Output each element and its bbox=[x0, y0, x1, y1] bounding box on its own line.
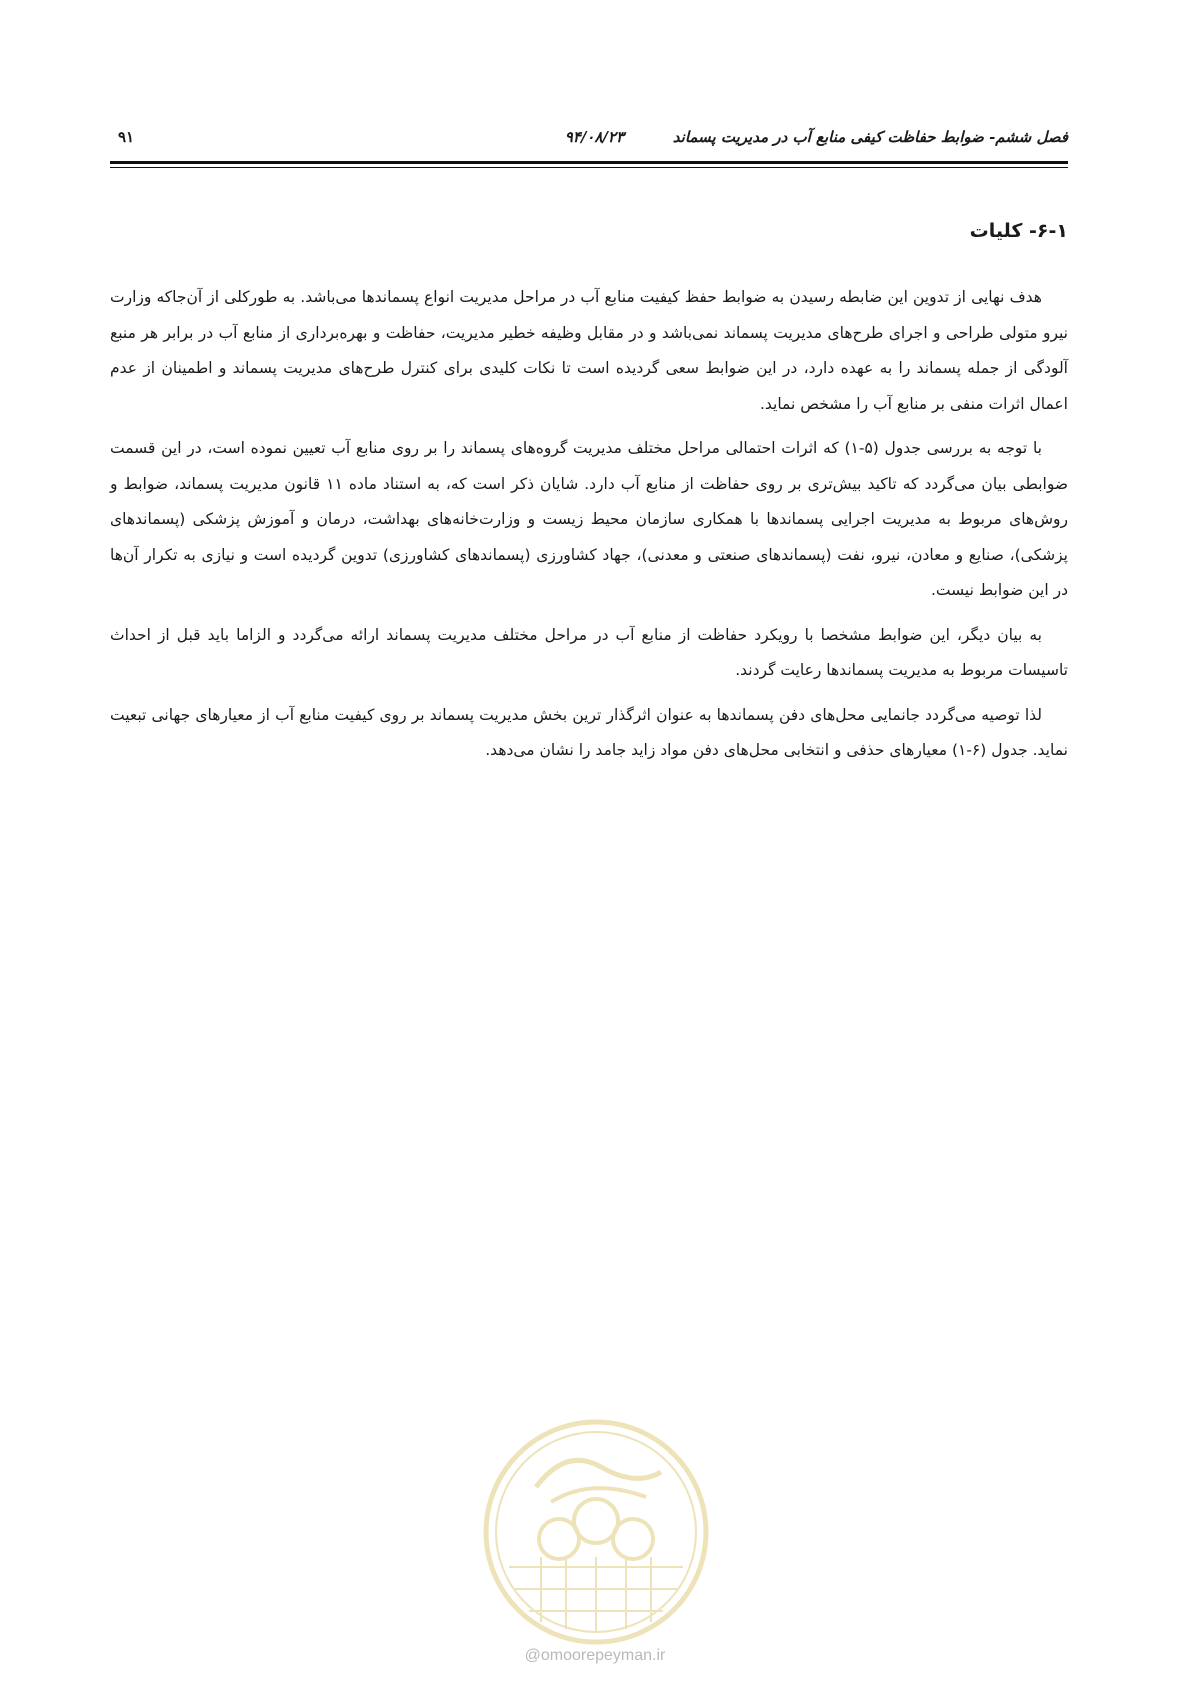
paragraph: لذا توصیه می‌گردد جانمایی محل‌های دفن پسماندها به عنوان اثرگذار ترین بخش مدیریت پسماند بر روی کیفیت منابع آب از معیارهای جهانی تبعیت نماید. جدول (۶-۱) معیارهای حذفی و انتخابی محل‌های دفن مواد زاید جامد را نشان می‌دهد. bbox=[110, 705, 1068, 759]
page-number: ۹۱ bbox=[118, 128, 135, 146]
watermark-logo bbox=[481, 1417, 711, 1647]
body-text bbox=[110, 280, 1068, 778]
header-rule-thick bbox=[110, 161, 1068, 164]
header-rule-thin bbox=[110, 167, 1068, 168]
page-header bbox=[110, 128, 1068, 158]
watermark-url: @omoorepeyman.ir bbox=[524, 1647, 666, 1664]
section-heading: ۶-۱- کلیات bbox=[969, 220, 1068, 242]
paragraph: با توجه به بررسی جدول (۵-۱) که اثرات احتمالی مراحل مختلف مدیریت گروه‌های پسماند را بر روی منابع آب تعیین نموده است، در این قسمت ضوابطی بیان می‌گردد که تاکید بیش‌تری بر روی حفاظت از منابع آب دارد. شایان ذکر است که، به استناد ماده ۱۱ قانون مدیریت پسماند، ضوابط و روش‌های مربوط به مدیریت اجرایی پسماندها با همکاری سازمان محیط زیست و وزارت‌خانه‌های بهداشت، درمان و آموزش پزشکی (پسماندهای پزشکی)، صنایع و معادن، نیرو، نفت (پسماندهای صنعتی و معدنی)، جهاد کشاورزی (پسماندهای کشاورزی) تدوین گردیده است و نیازی به تکرار آن‌ها در این ضوابط نیست. bbox=[110, 439, 1068, 599]
paragraph: به بیان دیگر، این ضوابط مشخصا با رویکرد حفاظت از منابع آب در مراحل مختلف مدیریت پسماند ارائه می‌گردد و الزاما باید قبل از احداث تاسیسات مربوط به مدیریت پسماندها رعایت گردند. bbox=[110, 625, 1068, 679]
chapter-title: فصل ششم- ضوابط حفاظت کیفی منابع آب در مدیریت پسماند bbox=[672, 128, 1068, 146]
header-date: ۹۴/۰۸/۲۳ bbox=[564, 128, 624, 146]
paragraph: هدف نهایی از تدوین این ضابطه رسیدن به ضوابط حفظ کیفیت منابع آب در مراحل مدیریت انواع پسماندها می‌باشد. به طورکلی از آن‌جاکه وزارت نیرو متولی طراحی و اجرای طرح‌های مدیریت پسماند نمی‌باشد و در مقابل وظیفه خطیر مدیریت، حفاظت و بهره‌برداری از منابع آب در برابر هر منبع آلودگی از جمله پسماند را به عهده دارد، در این ضوابط سعی گردیده است تا نکات کلیدی برای کنترل طرح‌های مدیریت پسماند و اطمینان از عدم اعمال اثرات منفی بر منابع آب را مشخص نماید. bbox=[110, 288, 1068, 413]
at-icon: @ bbox=[524, 1647, 541, 1664]
